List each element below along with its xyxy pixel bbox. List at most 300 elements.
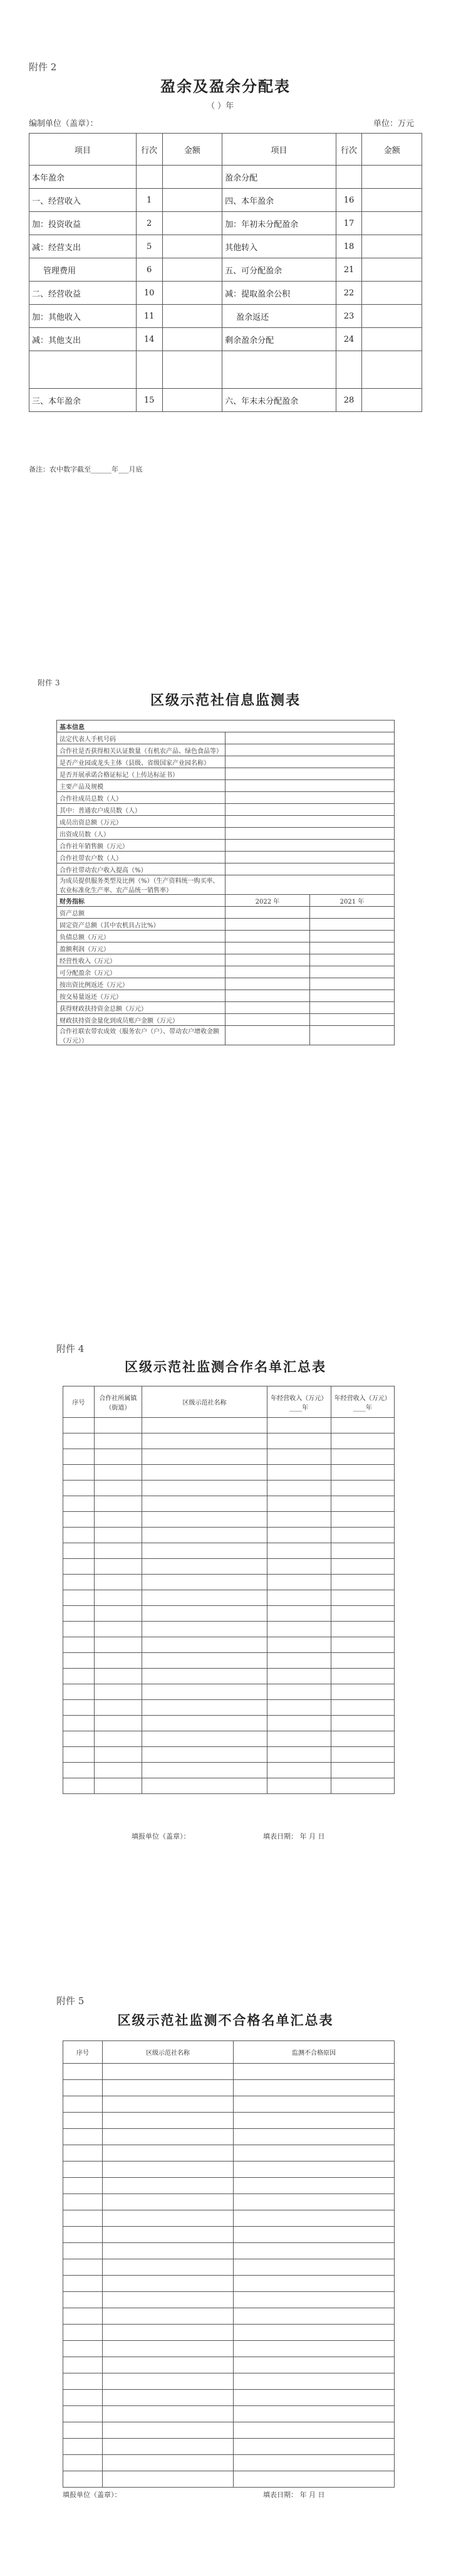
table-cell [234,2259,395,2276]
table-cell [362,351,422,389]
table-cell [94,1496,142,1512]
table-cell [142,1606,267,1622]
table-cell [63,1449,95,1465]
table-cell [267,1481,331,1496]
table-cell [267,1433,331,1449]
year-label: 2022 年 [226,895,310,907]
page-attachment-5 [0,1969,451,2576]
table-cell [142,1731,267,1747]
table-cell: 11 [136,305,162,328]
table-row [57,931,395,942]
row-label: 负债总额（万元） [57,931,226,942]
table-cell [103,2064,234,2080]
row-label: 按交易量返还（万元） [57,990,226,1002]
table-cell [331,1778,395,1794]
table-cell [63,1590,95,1606]
row-value [226,1002,310,1014]
table-cell [103,2259,234,2276]
table-cell [234,2471,395,2488]
table-row [57,907,395,919]
table-cell [162,389,222,412]
table-cell [63,2145,103,2162]
table-cell [63,2080,103,2096]
table-cell [222,351,336,389]
table-row [63,1700,395,1716]
row-value [226,863,395,875]
row-value [226,816,395,828]
table-cell [234,2113,395,2129]
table-cell [63,1512,95,1528]
table-cell [94,1653,142,1669]
table-row [63,2178,395,2194]
table-cell [142,1528,267,1543]
table-header-row [29,134,422,166]
table-cell [267,1669,331,1684]
table-cell [142,1669,267,1684]
row-value [226,792,395,804]
table-cell [103,2113,234,2129]
table-cell [267,1637,331,1653]
table-row [57,792,395,804]
table-row [29,258,422,282]
table-cell [63,1481,95,1496]
table-cell [267,1763,331,1778]
row-value [310,990,395,1002]
table-cell [234,2129,395,2145]
table-cell [362,328,422,351]
table-cell [234,2308,395,2325]
table-cell [103,2422,234,2439]
table-row [63,2259,395,2276]
row-label: 按出资比例返还（万元） [57,978,226,990]
table-cell [267,1700,331,1716]
header-cell: 金额 [162,134,222,166]
row-label: 是否产业园或龙头主体（县级、省级国家产业园名称） [57,756,226,768]
table-cell [142,1559,267,1575]
attachment-label: 附件 5 [56,1995,85,2007]
table-row [57,744,395,756]
table-cell: 其他转入 [222,235,336,258]
table-cell [103,2162,234,2178]
table-row [63,1543,395,1559]
table-cell [362,212,422,235]
table-cell [142,1684,267,1700]
table-cell: 16 [336,189,362,212]
page-title: 区级示范社信息监测表 [150,692,301,709]
table-cell [94,1731,142,1747]
table-cell [94,1622,142,1637]
table-cell [142,1763,267,1778]
table-row [63,2096,395,2113]
table-cell [331,1747,395,1763]
table-cell [267,1449,331,1465]
header-cell: 区级示范社名称 [103,2041,234,2064]
footer-unit: 填报单位（盖章）： [63,2491,122,2499]
table-cell: 加：投资收益 [29,212,137,235]
table-cell: 加：年初未分配盈余 [222,212,336,235]
table-row [63,1418,395,1433]
table-cell [103,2439,234,2455]
row-label: 成员出资总额（万元） [57,816,226,828]
table-cell [63,2243,103,2259]
table-cell: 减：经营支出 [29,235,137,258]
row-label: 固定资产总额（其中农机具占比%） [57,919,226,931]
table-cell [63,2064,103,2080]
table-cell [94,1669,142,1684]
table-cell: 管理费用 [29,258,137,282]
table-cell [63,1606,95,1622]
table-cell [331,1731,395,1747]
table-cell [63,2129,103,2145]
table-cell [362,189,422,212]
table-cell [94,1559,142,1575]
table-row [63,1716,395,1731]
table-cell [162,328,222,351]
row-value [226,780,395,792]
table-cell [63,2292,103,2308]
table-row [57,978,395,990]
table-cell [267,1496,331,1512]
table-cell [234,2390,395,2406]
table-cell [63,2406,103,2422]
row-label: 经营性收入（万元） [57,954,226,966]
table-cell [142,1653,267,1669]
table-cell: 四、本年盈余 [222,189,336,212]
table-cell [103,2194,234,2210]
table-cell [331,1512,395,1528]
table-row [63,2276,395,2292]
table-cell [142,1465,267,1481]
header-cell: 年经营收入（万元）____年 [267,1386,331,1418]
table-cell [142,1433,267,1449]
table-cell: 二、经营收益 [29,282,137,305]
table-cell [267,1528,331,1543]
row-value [226,804,395,816]
table-cell [267,1418,331,1433]
table-cell [162,212,222,235]
table-cell: 加：其他收入 [29,305,137,328]
qualified-list-table [63,1386,395,1794]
table-cell [331,1716,395,1731]
table-row [63,2439,395,2455]
row-value [310,919,395,931]
table-cell [103,2455,234,2471]
table-cell: 17 [336,212,362,235]
table-cell [63,1559,95,1575]
table-cell [142,1543,267,1559]
table-cell [63,2471,103,2488]
header-cell: 金额 [362,134,422,166]
table-cell [331,1496,395,1512]
row-value [226,852,395,863]
table-cell [234,2276,395,2292]
table-cell [63,2194,103,2210]
row-value [226,768,395,780]
table-row [63,1747,395,1763]
table-cell [103,2341,234,2357]
table-row [63,2308,395,2325]
table-cell [63,1669,95,1684]
section-heading: 财务指标 [57,895,226,907]
table-cell [63,1465,95,1481]
header-cell: 序号 [63,1386,95,1418]
table-cell [103,2129,234,2145]
row-value [310,1014,395,1026]
row-label: 获得财政扶持资金总额（万元） [57,1002,226,1014]
table-row [63,1528,395,1543]
page-attachment-3 [0,677,451,1317]
table-cell [63,2357,103,2373]
row-value [226,919,310,931]
table-cell [63,1575,95,1590]
table-cell [267,1716,331,1731]
table-row [63,1559,395,1575]
table-cell [103,2210,234,2227]
table-cell: 6 [136,258,162,282]
table-cell [63,1433,95,1449]
table-cell [267,1590,331,1606]
table-cell [63,2227,103,2243]
table-cell [63,1653,95,1669]
table-cell [94,1590,142,1606]
table-cell: 5 [136,235,162,258]
table-cell [234,2422,395,2439]
table-cell: 22 [336,282,362,305]
table-row [63,2341,395,2357]
table-cell [63,2390,103,2406]
unit-label: 编制单位（盖章）： [29,119,98,129]
table-row [63,2129,395,2145]
row-label: 可分配盈余（万元） [57,966,226,978]
table-cell [336,166,362,189]
year-line: （ ）年 [207,102,234,111]
page-title: 盈余及盈余分配表 [160,77,291,95]
table-row [57,840,395,852]
table-row [63,2455,395,2471]
row-value [226,732,395,744]
table-row [57,1002,395,1014]
table-cell [103,2471,234,2488]
row-value [226,931,310,942]
table-cell [103,2390,234,2406]
surplus-table [29,133,422,412]
table-cell [267,1731,331,1747]
page-title: 区级示范社监测不合格名单汇总表 [117,2012,334,2028]
row-value [226,840,395,852]
table-cell [331,1528,395,1543]
table-cell: 三、本年盈余 [29,389,137,412]
table-cell [142,1716,267,1731]
row-value [226,990,310,1002]
table-row [57,804,395,816]
table-cell [94,1418,142,1433]
table-row [63,1763,395,1778]
table-row [63,2406,395,2422]
table-cell [142,1590,267,1606]
table-cell [234,2243,395,2259]
table-header-row [63,1386,395,1418]
table-row [57,966,395,978]
table-cell [142,1512,267,1528]
page-attachment-2 [0,0,451,615]
row-label: 其中：普通农户成员数（人） [57,804,226,816]
table-cell [103,2308,234,2325]
table-cell [336,351,362,389]
table-cell [94,1433,142,1449]
year-label: 2021 年 [310,895,395,907]
table-row [63,1684,395,1700]
page-title: 区级示范社监测合作名单汇总表 [125,1359,326,1375]
table-cell [331,1418,395,1433]
table-cell: 15 [136,389,162,412]
row-label: 合作社成员总数（人） [57,792,226,804]
table-cell [234,2357,395,2373]
row-label: 主要产品及规模 [57,780,226,792]
table-cell [331,1684,395,1700]
table-cell [63,2325,103,2341]
table-cell [103,2096,234,2113]
table-cell [63,1418,95,1433]
row-label: 资产总额 [57,907,226,919]
table-cell: 24 [336,328,362,351]
table-cell [63,1543,95,1559]
row-label: 出资成员数（人） [57,828,226,840]
table-row [57,1014,395,1026]
header-cell: 项目 [29,134,137,166]
table-cell [29,351,137,389]
table-cell [142,1575,267,1590]
table-cell [234,2341,395,2357]
table-cell [142,1496,267,1512]
table-cell [162,189,222,212]
table-row [63,1465,395,1481]
row-value [310,942,395,954]
row-label: 合作社联农带农成效（服务农户（户）、带动农户增收金额（万元）） [57,1026,226,1045]
table-cell [267,1575,331,1590]
table-cell [94,1481,142,1496]
table-cell [331,1669,395,1684]
table-row [63,1496,395,1512]
table-cell: 18 [336,235,362,258]
table-cell [94,1763,142,1778]
table-cell [267,1543,331,1559]
table-cell [63,2259,103,2276]
table-row [29,189,422,212]
table-cell [103,2276,234,2292]
table-cell: 21 [336,258,362,282]
row-value [310,954,395,966]
table-cell [103,2406,234,2422]
table-cell [331,1637,395,1653]
table-cell [63,2439,103,2455]
table-cell [331,1653,395,1669]
table-row [63,1669,395,1684]
table-cell [94,1512,142,1528]
table-row [57,863,395,875]
table-row [63,2373,395,2390]
table-row [63,2064,395,2080]
table-cell [63,2455,103,2471]
row-label: 为成员提供服务类型及比例（%）（生产资料统一购买率、农业标准化生产率、农产品统一销售率） [57,875,226,895]
row-value [310,907,395,919]
table-cell [362,282,422,305]
table-cell [142,1747,267,1763]
table-cell [234,2145,395,2162]
table-cell: 28 [336,389,362,412]
table-cell [234,2292,395,2308]
table-cell [234,2162,395,2178]
header-cell: 区级示范社名称 [142,1386,267,1418]
header-cell: 合作社所属镇（街道） [94,1386,142,1418]
row-label: 财政扶持资金量化到成员账户金额（万元） [57,1014,226,1026]
row-value [310,1002,395,1014]
table-row [63,1653,395,1669]
table-cell [63,2210,103,2227]
table-cell [331,1763,395,1778]
table-cell [63,1528,95,1543]
table-cell [63,1637,95,1653]
table-row [57,732,395,744]
table-row [63,1637,395,1653]
table-row [63,1481,395,1496]
row-label: 合作社带农户数（人） [57,852,226,863]
table-row [63,2422,395,2439]
table-cell [94,1606,142,1622]
table-cell [103,2292,234,2308]
table-row [63,2210,395,2227]
table-cell [63,1684,95,1700]
page-attachment-4 [0,1329,451,1969]
table-row [57,1026,395,1045]
table-cell: 14 [136,328,162,351]
table-cell [331,1622,395,1637]
table-cell [267,1606,331,1622]
table-row [63,2292,395,2308]
table-cell [94,1575,142,1590]
table-cell [63,2373,103,2390]
row-label: 合作社年销售额（万元） [57,840,226,852]
row-value [226,828,395,840]
row-value [226,942,310,954]
table-cell [331,1575,395,1590]
table-cell [331,1465,395,1481]
table-cell: 1 [136,189,162,212]
table-cell [362,258,422,282]
table-cell [267,1653,331,1669]
table-cell [94,1716,142,1731]
table-cell [63,1747,95,1763]
table-cell [234,2227,395,2243]
table-cell [234,2064,395,2080]
table-cell: 减：其他支出 [29,328,137,351]
table-row [63,1449,395,1465]
table-cell [142,1778,267,1794]
note: 备注：农中数字截至______年___月底 [29,465,143,473]
table-cell: 五、可分配盈余 [222,258,336,282]
table-cell [234,2325,395,2341]
row-value [226,1014,310,1026]
table-cell: 23 [336,305,362,328]
header-cell: 监测不合格原因 [234,2041,395,2064]
table-row [57,942,395,954]
table-row [57,852,395,863]
header-cell: 项目 [222,134,336,166]
table-cell: 剩余盈余分配 [222,328,336,351]
table-row [57,875,395,895]
table-cell [162,351,222,389]
table-row [29,212,422,235]
table-cell [362,389,422,412]
